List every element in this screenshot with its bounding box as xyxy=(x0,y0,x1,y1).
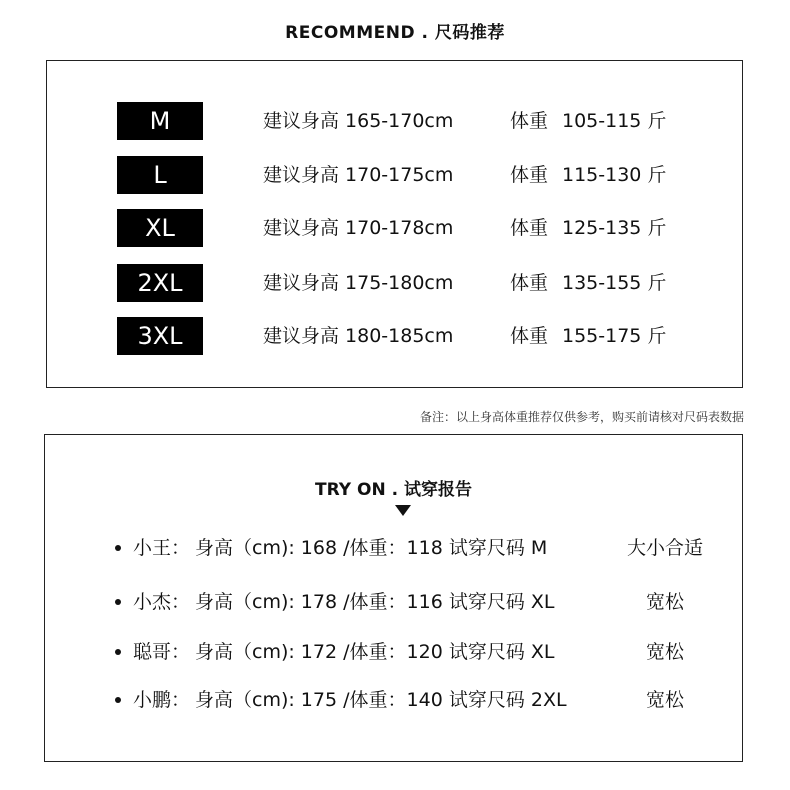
try-on-report-box xyxy=(44,434,743,762)
height-range: 建议身高 175-180cm xyxy=(263,272,454,294)
size-badge: 2XL xyxy=(117,264,203,302)
bullet-icon xyxy=(115,649,121,655)
reviewer-detail: 身高（cm): 178 /体重：116 试穿尺码 XL xyxy=(195,591,555,613)
bullet-icon xyxy=(115,697,121,703)
weight-label: 体重 xyxy=(510,164,549,186)
reviewer-name: 聪哥： xyxy=(133,641,191,663)
weight-label: 体重 xyxy=(510,272,549,294)
weight-range: 105-115 斤 xyxy=(562,110,667,132)
reviewer-detail: 身高（cm): 168 /体重：118 试穿尺码 M xyxy=(195,537,548,559)
weight-range: 115-130 斤 xyxy=(562,164,667,186)
fit-result: 宽松 xyxy=(645,641,684,663)
review-row xyxy=(45,587,742,617)
disclaimer-note: 备注：以上身高体重推荐仅供参考，购买前请核对尺码表数据 xyxy=(419,410,744,424)
review-row xyxy=(45,685,742,715)
reviewer-name: 小杰： xyxy=(133,591,191,613)
reviewer-name: 小王： xyxy=(133,537,191,559)
fit-result: 宽松 xyxy=(645,689,684,711)
size-row-3xl xyxy=(47,317,742,355)
size-badge: L xyxy=(117,156,203,194)
size-badge: XL xyxy=(117,209,203,247)
height-range: 建议身高 165-170cm xyxy=(263,110,454,132)
weight-range: 155-175 斤 xyxy=(562,325,667,347)
triangle-down-icon xyxy=(395,505,411,516)
weight-label: 体重 xyxy=(510,110,549,132)
size-row-m xyxy=(47,102,742,140)
weight-range: 125-135 斤 xyxy=(562,217,667,239)
weight-label: 体重 xyxy=(510,217,549,239)
review-row xyxy=(45,533,742,563)
fit-result: 宽松 xyxy=(645,591,684,613)
bullet-icon xyxy=(115,599,121,605)
size-badge: 3XL xyxy=(117,317,203,355)
height-range: 建议身高 180-185cm xyxy=(263,325,454,347)
size-row-l xyxy=(47,156,742,194)
bullet-icon xyxy=(115,545,121,551)
weight-label: 体重 xyxy=(510,325,549,347)
try-on-title: TRY ON . 试穿报告 xyxy=(315,480,472,500)
fit-result: 大小合适 xyxy=(627,537,704,559)
reviewer-name: 小鹏： xyxy=(133,689,191,711)
reviewer-detail: 身高（cm): 175 /体重：140 试穿尺码 2XL xyxy=(195,689,567,711)
reviewer-detail: 身高（cm): 172 /体重：120 试穿尺码 XL xyxy=(195,641,555,663)
weight-range: 135-155 斤 xyxy=(562,272,667,294)
size-row-xl xyxy=(47,209,742,247)
size-recommendation-box xyxy=(46,60,743,388)
page-title: RECOMMEND . 尺码推荐 xyxy=(285,23,505,43)
height-range: 建议身高 170-175cm xyxy=(263,164,454,186)
height-range: 建议身高 170-178cm xyxy=(263,217,454,239)
review-row xyxy=(45,637,742,667)
size-badge: M xyxy=(117,102,203,140)
size-row-2xl xyxy=(47,264,742,302)
